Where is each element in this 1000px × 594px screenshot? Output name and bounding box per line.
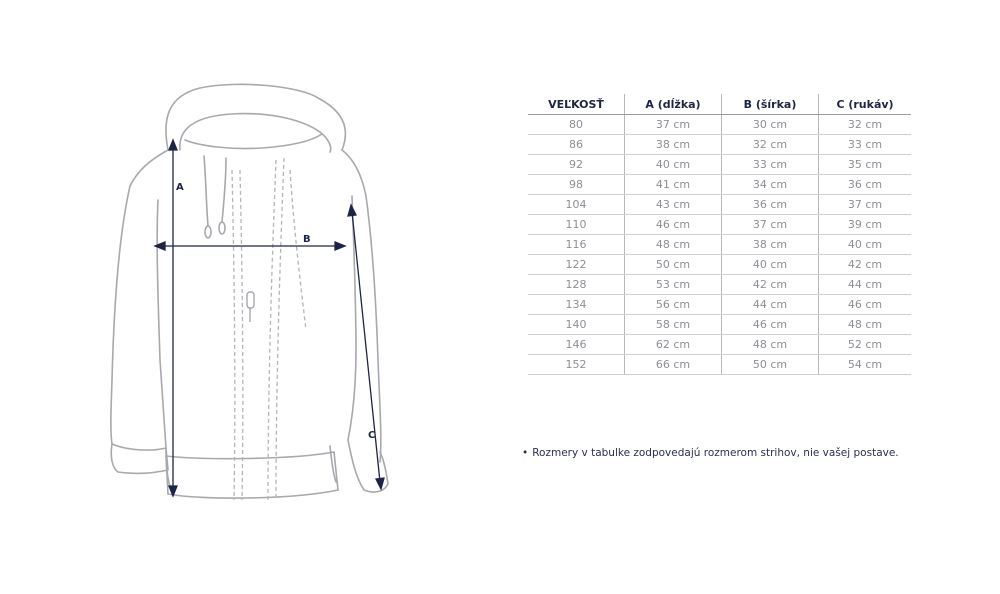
cell-sleeve: 40 cm [819, 235, 912, 255]
header-length: A (dĺžka) [625, 94, 722, 115]
cell-size: 140 [528, 315, 625, 335]
table-row [528, 195, 911, 215]
hoodie-illustration [100, 70, 420, 530]
cell-width: 34 cm [722, 175, 819, 195]
size-table [528, 94, 911, 375]
cell-width: 40 cm [722, 255, 819, 275]
cell-size: 104 [528, 195, 625, 215]
cell-width: 37 cm [722, 215, 819, 235]
zipper-right [268, 160, 276, 500]
cell-size: 110 [528, 215, 625, 235]
cell-sleeve: 32 cm [819, 115, 912, 135]
label-c: C [368, 430, 376, 441]
cell-sleeve: 46 cm [819, 295, 912, 315]
cell-length: 58 cm [625, 315, 722, 335]
cell-length: 56 cm [625, 295, 722, 315]
cell-length: 50 cm [625, 255, 722, 275]
cell-size: 146 [528, 335, 625, 355]
hem-band [166, 452, 334, 459]
cell-sleeve: 48 cm [819, 315, 912, 335]
hood-inner [180, 114, 331, 152]
cell-sleeve: 44 cm [819, 275, 912, 295]
cell-width: 38 cm [722, 235, 819, 255]
table-row [528, 295, 911, 315]
cell-sleeve: 36 cm [819, 175, 912, 195]
cell-sleeve: 42 cm [819, 255, 912, 275]
hood-outline [166, 84, 346, 150]
header-sleeve: C (rukáv) [819, 94, 912, 115]
table-row [528, 155, 911, 175]
cell-width: 46 cm [722, 315, 819, 335]
table-header-row [528, 94, 911, 115]
header-width: B (šírka) [722, 94, 819, 115]
size-note [522, 447, 899, 459]
note-bullet: • [522, 447, 529, 459]
table-row [528, 135, 911, 155]
cell-size: 80 [528, 115, 625, 135]
table-row [528, 215, 911, 235]
cell-width: 50 cm [722, 355, 819, 375]
cell-length: 46 cm [625, 215, 722, 235]
cell-width: 42 cm [722, 275, 819, 295]
cell-length: 43 cm [625, 195, 722, 215]
cell-sleeve: 39 cm [819, 215, 912, 235]
table-row [528, 255, 911, 275]
cell-length: 41 cm [625, 175, 722, 195]
cell-size: 86 [528, 135, 625, 155]
right-sleeve [348, 196, 356, 440]
table-row [528, 275, 911, 295]
cell-size: 134 [528, 295, 625, 315]
cell-length: 40 cm [625, 155, 722, 175]
cell-size: 92 [528, 155, 625, 175]
cell-size: 98 [528, 175, 625, 195]
table-row [528, 115, 911, 135]
label-a: A [176, 182, 184, 193]
cell-size: 122 [528, 255, 625, 275]
zipper-left [232, 170, 235, 500]
left-sleeve [112, 200, 166, 450]
cell-width: 48 cm [722, 335, 819, 355]
cell-length: 53 cm [625, 275, 722, 295]
header-size: VEĽKOSŤ [528, 94, 625, 115]
cell-width: 32 cm [722, 135, 819, 155]
cell-size: 128 [528, 275, 625, 295]
cell-sleeve: 54 cm [819, 355, 912, 375]
cell-width: 36 cm [722, 195, 819, 215]
cell-length: 48 cm [625, 235, 722, 255]
cell-sleeve: 35 cm [819, 155, 912, 175]
cell-sleeve: 33 cm [819, 135, 912, 155]
cell-sleeve: 37 cm [819, 195, 912, 215]
cell-length: 37 cm [625, 115, 722, 135]
body-outline [111, 150, 168, 444]
table-row [528, 315, 911, 335]
cell-width: 33 cm [722, 155, 819, 175]
drawstring [204, 156, 208, 226]
table-row [528, 235, 911, 255]
note-text: Rozmery v tabulke zodpovedajú rozmerom strihov, nie vašej postave. [532, 447, 899, 459]
cell-sleeve: 52 cm [819, 335, 912, 355]
cell-length: 38 cm [625, 135, 722, 155]
table-row [528, 335, 911, 355]
cell-length: 62 cm [625, 335, 722, 355]
cell-width: 44 cm [722, 295, 819, 315]
cell-size: 116 [528, 235, 625, 255]
table-row [528, 355, 911, 375]
label-b: B [303, 234, 311, 245]
cell-length: 66 cm [625, 355, 722, 375]
cell-size: 152 [528, 355, 625, 375]
cell-width: 30 cm [722, 115, 819, 135]
table-row [528, 175, 911, 195]
